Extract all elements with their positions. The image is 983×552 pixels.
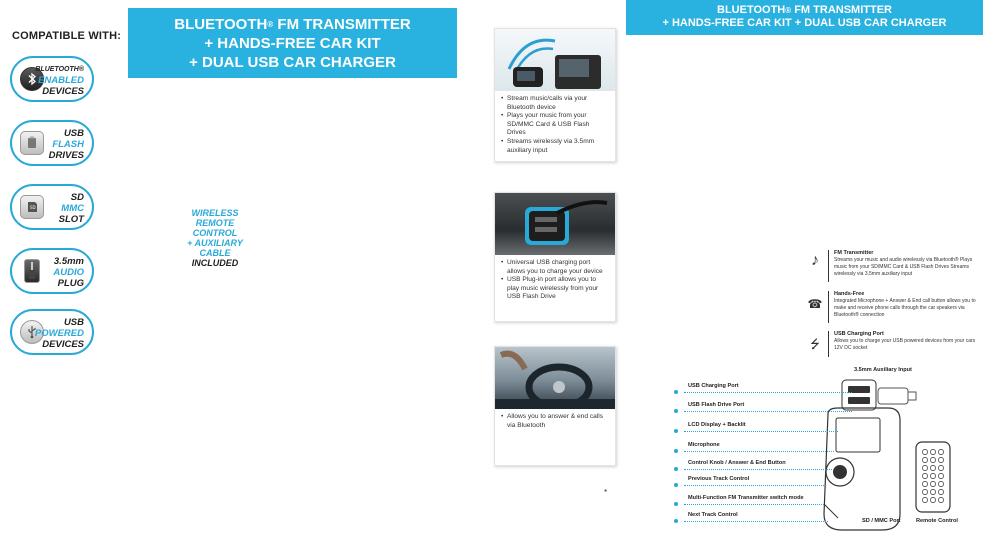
- label-next-track: Next Track Control: [688, 512, 738, 518]
- feature-title: FM Transmitter: [834, 250, 874, 256]
- leader-dot: [674, 409, 678, 413]
- footnote-asterisk: *: [604, 488, 608, 497]
- leader-line: [684, 521, 828, 522]
- card-bullet: • Streams wirelessly via 3.5mm auxiliary input: [501, 138, 609, 155]
- feature-text: Integrated Microphone + Answer & End call button allows you to make and receive phone calls through the car speakers via Bluetooth® connection: [834, 298, 976, 318]
- feature-text: Streams your music and audio wirelessly via Bluetooth® Plays music from your SD/MMC Card & USB Flash Drives Streams wirelessly via 3.5mm auxiliary input: [834, 257, 973, 277]
- leader-dot: [674, 519, 678, 523]
- label-previous-track: Previous Track Control: [688, 476, 750, 482]
- feature-title: Hands-Free: [834, 291, 865, 297]
- badge-line3: DEVICES: [42, 86, 84, 97]
- leader-line: [684, 411, 852, 412]
- label-aux-input: 3.5mm Auxiliary Input: [854, 367, 912, 373]
- feature-card-handsfree: [494, 346, 616, 466]
- leader-dot: [674, 467, 678, 471]
- music-note-icon: ♪: [811, 252, 819, 269]
- usb-icon: ⭍: [810, 337, 820, 351]
- card-photo-phone: [495, 29, 615, 91]
- phone-icon: ☎: [807, 297, 823, 311]
- right-title-product: FM TRANSMITTER: [791, 4, 892, 16]
- label-control-knob: Control Knob / Answer & End Button: [688, 460, 786, 466]
- right-title-banner: [626, 0, 983, 35]
- right-title-brand: BLUETOOTH: [717, 4, 786, 16]
- badge-line1: BLUETOOTH®: [35, 66, 84, 73]
- leader-dot: [674, 449, 678, 453]
- badge-line3: DEVICES: [42, 339, 84, 350]
- card-photo-steering: [495, 347, 615, 409]
- divider: [828, 250, 829, 282]
- badge-line3: PLUG: [57, 278, 84, 289]
- badge-line3: SLOT: [58, 214, 84, 225]
- badge-bluetooth: [10, 56, 94, 102]
- main-title-line3: + DUAL USB CAR CHARGER: [189, 54, 396, 71]
- leader-dot: [674, 390, 678, 394]
- svg-text:SD: SD: [30, 205, 36, 210]
- audio-plug-icon: [24, 259, 40, 283]
- wireless-line2: REMOTE CONTROL: [192, 218, 238, 238]
- leader-line: [684, 392, 852, 393]
- badge-line1: 3.5mm: [53, 256, 84, 267]
- compatible-title: COMPATIBLE WITH:: [12, 30, 122, 42]
- main-title-line2: + HANDS-FREE CAR KIT: [204, 35, 381, 52]
- badge-line1: USB: [63, 128, 84, 139]
- card-bullet: • Allows you to answer & end calls via Bluetooth: [501, 413, 609, 430]
- feature-card-bluetooth: [494, 28, 616, 162]
- divider: [828, 291, 829, 323]
- badge-audio-plug: [10, 248, 94, 294]
- label-lcd-display: LCD Display + Backlit: [688, 422, 746, 428]
- leader-dot: [674, 502, 678, 506]
- registered-mark: ®: [785, 6, 792, 15]
- main-title-banner: [128, 8, 457, 78]
- badge-sd-mmc: [10, 184, 94, 230]
- card-bullet: • Universal USB charging port allows you to charge your device: [501, 259, 609, 276]
- main-title-brand: BLUETOOTH: [174, 16, 268, 33]
- label-remote-control: Remote Control: [916, 518, 958, 524]
- wireless-line1: WIRELESS: [191, 208, 239, 218]
- right-title-line2: + HANDS-FREE CAR KIT + DUAL USB CAR CHARGER: [662, 17, 947, 29]
- badge-usb-powered: [10, 309, 94, 355]
- label-microphone: Microphone: [688, 442, 720, 448]
- badge-line2: MMC: [61, 203, 84, 214]
- remote-control-drawing: [914, 440, 954, 514]
- badge-line2: ENABLED: [38, 75, 84, 86]
- wireless-line4: INCLUDED: [191, 258, 239, 268]
- badge-line1: USB: [63, 317, 84, 328]
- leader-dot: [674, 429, 678, 433]
- leader-line: [684, 485, 824, 486]
- feature-title: USB Charging Port: [834, 331, 884, 337]
- feature-usb-charging: [806, 331, 976, 361]
- wireless-line3: + AUXILIARY CABLE: [187, 238, 243, 258]
- usb-drive-icon: [20, 131, 44, 155]
- leader-dot: [674, 483, 678, 487]
- registered-mark: ®: [267, 20, 274, 29]
- leader-line: [684, 504, 824, 505]
- right-title-line1: [626, 4, 983, 17]
- sd-card-icon: [20, 195, 44, 219]
- leader-line: [684, 431, 838, 432]
- feature-fm-transmitter: [806, 250, 976, 286]
- label-usb-flash-port: USB Flash Drive Port: [688, 402, 745, 408]
- badge-usb-flash: [10, 120, 94, 166]
- badge-line2: FLASH: [52, 139, 84, 150]
- badge-line1: SD: [70, 192, 84, 203]
- card-bullet: • Stream music/calls via your Bluetooth device: [501, 95, 609, 112]
- badge-line2: AUDIO: [53, 267, 84, 278]
- transmitter-drawing: [808, 374, 918, 534]
- feature-hands-free: [806, 291, 976, 327]
- wireless-remote-note: [175, 208, 255, 268]
- main-title-product: FM TRANSMITTER: [273, 16, 411, 33]
- feature-card-usb: [494, 192, 616, 322]
- label-sd-mmc-port: SD / MMC Port: [862, 518, 901, 524]
- leader-line: [684, 451, 834, 452]
- card-bullet: • USB Plug-in port allows you to play music wirelessly from your USB Flash Drive: [501, 276, 609, 302]
- badge-line3: DRIVES: [48, 150, 84, 161]
- badge-line2: POWERED: [34, 328, 84, 339]
- card-photo-charger: [495, 193, 615, 255]
- divider: [828, 331, 829, 357]
- card-bullet: • Plays your music from your SD/MMC Card & USB Flash Drives: [501, 112, 609, 138]
- feature-text: Allows you to charge your USB powered devices from your cars 12V DC socket: [834, 338, 976, 351]
- label-usb-charging-port: USB Charging Port: [688, 383, 739, 389]
- leader-line: [684, 469, 834, 470]
- main-title-line1: [128, 15, 457, 34]
- label-fm-switch-mode: Multi-Function FM Transmitter switch mode: [688, 495, 804, 501]
